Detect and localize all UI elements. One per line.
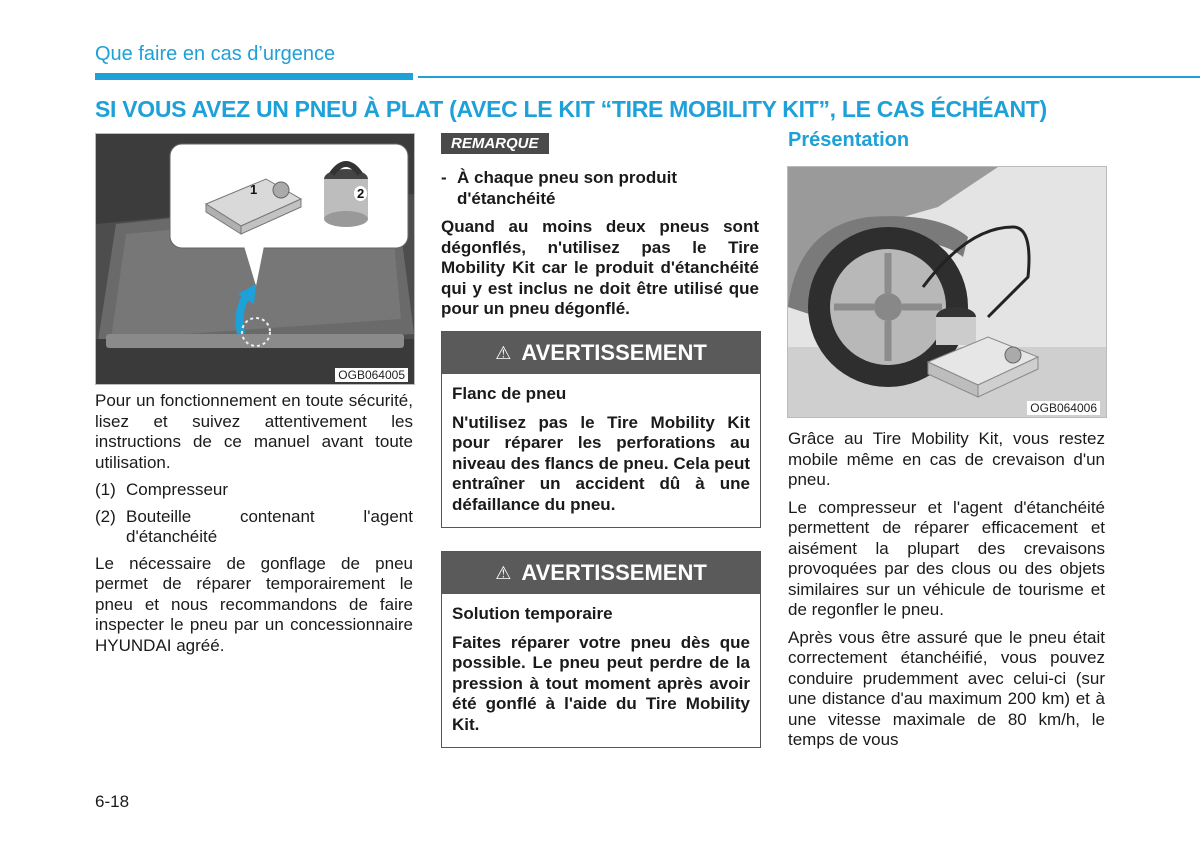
list-number: (1)	[95, 480, 116, 499]
page-number: 6-18	[95, 792, 130, 811]
callout-1: 1	[250, 182, 258, 197]
warning-header	[442, 332, 760, 374]
warning-body	[442, 594, 760, 747]
header-rule-thick	[95, 73, 413, 80]
warning-header	[442, 552, 760, 594]
warning-body	[442, 374, 760, 527]
right-paragraph: Grâce au Tire Mobility Kit, vous restez mobile même en cas de crevaison d'un pneu.	[788, 429, 1105, 489]
warning-title: Solution temporaire	[452, 604, 613, 623]
warning-triangle-icon: ⚠	[495, 562, 512, 583]
tire-kit-illustration	[788, 167, 1106, 417]
presentation-subheading: Présentation	[788, 129, 910, 151]
trunk-illustration	[96, 134, 414, 384]
section-title: Que faire en cas d’urgence	[95, 43, 336, 65]
list-text: Compresseur	[126, 480, 229, 499]
intro-paragraph: Pour un fonctionnement en toute sécurité, lisez et suivez attentivement les instructions de ce manuel avant toute utilisation.	[95, 391, 413, 472]
list-item	[95, 507, 413, 548]
trunk-figure	[95, 133, 415, 385]
list-number: (2)	[95, 506, 116, 526]
tire-kit-figure	[787, 166, 1107, 418]
warning-title: Flanc de pneu	[452, 384, 567, 403]
right-paragraph: Le compresseur et l'agent d'étanchéité permettent de réparer efficacement et aisément la plupart des crevaisons provoquées par des clous ou des objets similaires sur un véhicule de tourisme et de regonfler le pneu.	[788, 497, 1105, 619]
remark-item	[441, 168, 759, 209]
warning-box-temporary	[441, 551, 761, 748]
figure-code: OGB064005	[335, 368, 408, 382]
right-paragraph: Après vous être assuré que le pneu était correctement étanchéifié, vous pouvez conduire prudemment avec celui-ci (sur une distance d'au maximum 200 km) et à une vitesse maximale de 80 km/h, le temps de vous	[788, 627, 1105, 749]
warning-box-sidewall	[441, 331, 761, 528]
remark-text: Quand au moins deux pneus sont dégonflés, n'utilisez pas le Tire Mobility Kit car le produit d'étanchéité qui y est inclus ne doit être utilisé que pour un pneu dégonflé.	[441, 217, 759, 318]
remark-tag: REMARQUE	[441, 133, 549, 154]
right-column-text	[788, 429, 1105, 758]
left-column-text	[95, 391, 413, 663]
remark-block	[441, 168, 759, 320]
remark-dash: -	[441, 168, 447, 187]
warning-triangle-icon: ⚠	[495, 342, 512, 363]
page-heading: SI VOUS AVEZ UN PNEU À PLAT (AVEC LE KIT “TIRE MOBILITY KIT”, LE CAS ÉCHÉANT)	[95, 96, 1047, 122]
warning-label: AVERTISSEMENT	[521, 560, 707, 585]
list-item	[95, 480, 413, 501]
figure-code: OGB064006	[1027, 401, 1100, 415]
list-text: Bouteille contenant l'agent d'étanchéité	[126, 506, 413, 546]
warning-text: N'utilisez pas le Tire Mobility Kit pour réparer les perforations au niveau des flancs de pneu. Cela peut entraîner un accident dû à une défaillance du pneu.	[452, 412, 750, 514]
remark-item-text: À chaque pneu son produit d'étanchéité	[457, 168, 678, 208]
kit-paragraph: Le nécessaire de gonflage de pneu permet de réparer temporairement le pneu et nous recommandons de faire inspecter le pneu par un concessionnaire HYUNDAI agréé.	[95, 553, 413, 655]
warning-text: Faites réparer votre pneu dès que possible. Le pneu peut perdre de la pression à tout moment après avoir été gonflé à l'aide du Tire Mobility Kit.	[452, 632, 750, 734]
callout-2: 2	[354, 186, 367, 201]
warning-label: AVERTISSEMENT	[521, 340, 707, 365]
header-rule-thin	[418, 76, 1200, 78]
